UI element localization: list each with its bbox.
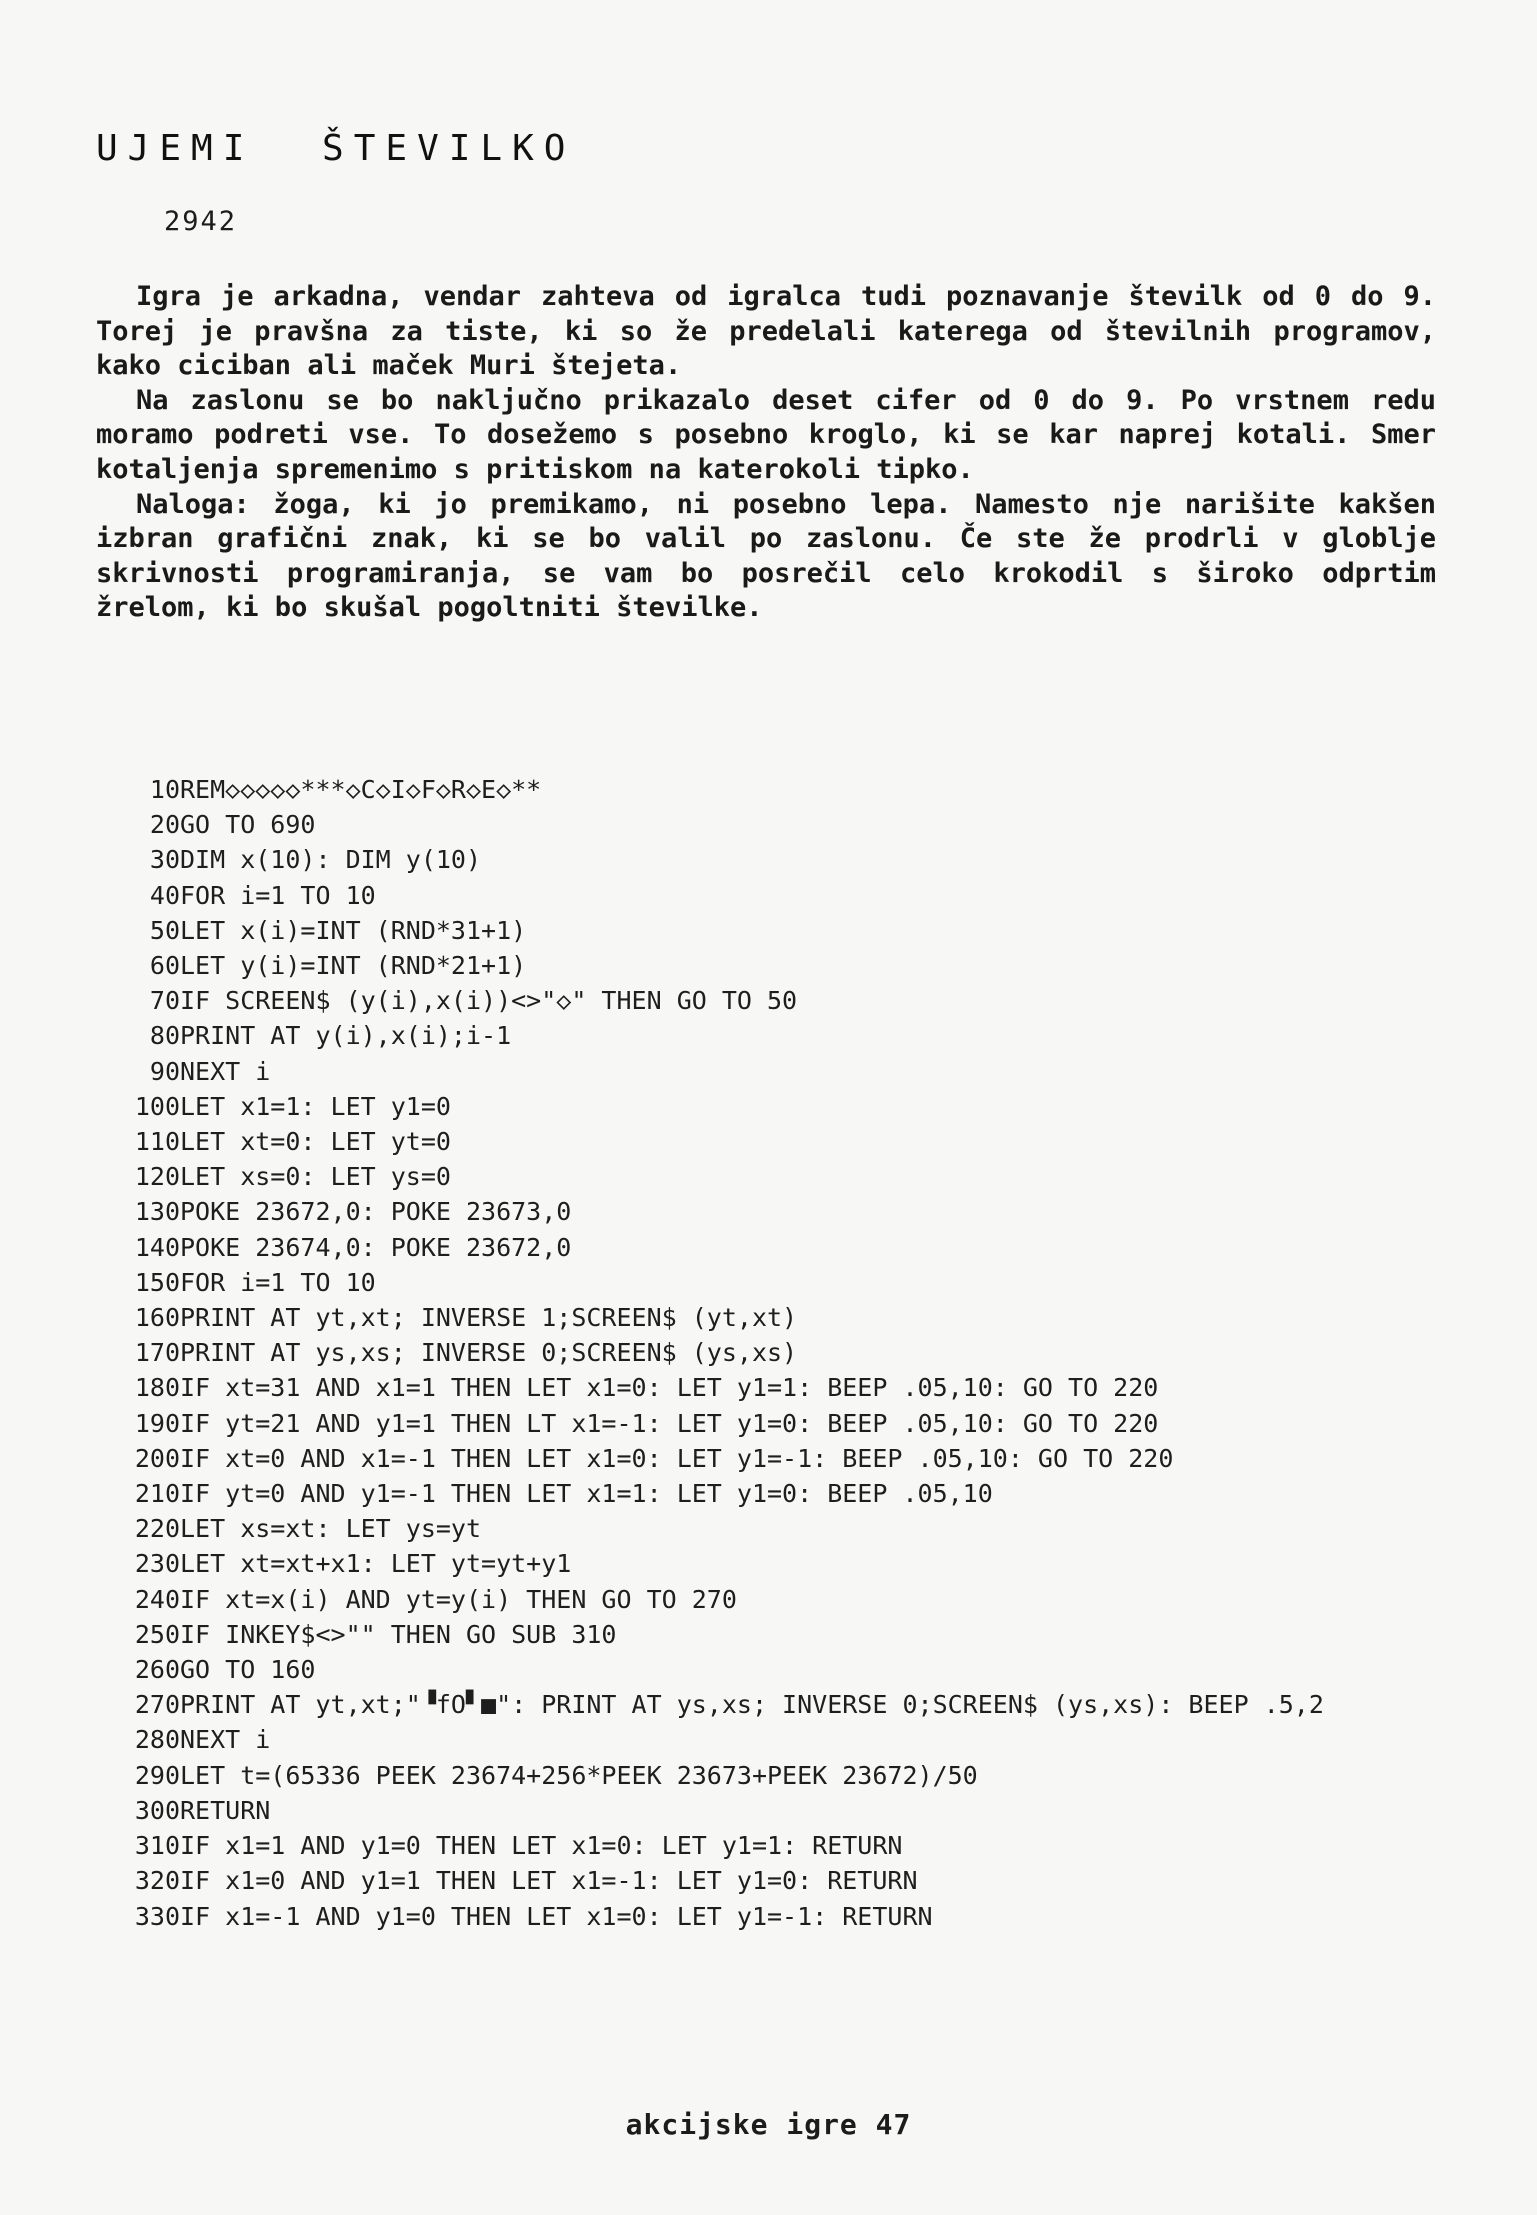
code-line [96, 1511, 1456, 1546]
line-number: 90 [149, 1056, 180, 1086]
page-title: UJEMI ŠTEVILKO [96, 128, 576, 169]
code-line [96, 1899, 1456, 1934]
code-line [96, 1406, 1456, 1441]
code-line [96, 1230, 1456, 1265]
basic-statement: IF INKEY$<>"" THEN GO SUB 310 [180, 1619, 617, 1649]
basic-statement: IF yt=0 AND y1=-1 THEN LET x1=1: LET y1=0: BEEP .05,10 [180, 1479, 993, 1509]
code-line [96, 1300, 1456, 1335]
code-line [96, 1089, 1456, 1124]
basic-statement: IF x1=0 AND y1=1 THEN LET x1=-1: LET y1=0: RETURN [180, 1866, 918, 1896]
code-line [96, 1617, 1456, 1652]
article-text [96, 280, 1436, 626]
line-number: 140 [134, 1232, 180, 1262]
paragraph: Na zaslonu se bo naključno prikazalo deset cifer od 0 do 9. Po vrstnem redu moramo podreti vse. To dosežemo s posebno kroglo, ki se kar naprej kotali. Smer kotaljenja spremenimo s pritiskom na katerokoli tipko. [96, 384, 1436, 485]
basic-statement: IF yt=21 AND y1=1 THEN LT x1=-1: LET y1=0: BEEP .05,10: GO TO 220 [180, 1408, 1159, 1438]
line-number: 10 [149, 775, 180, 804]
code-line [96, 948, 1456, 983]
code-line [96, 1335, 1456, 1370]
basic-statement: PRINT AT yt,xt;"▝fO▘■": PRINT AT ys,xs; INVERSE 0;SCREEN$ (ys,xs): BEEP .5,2 [180, 1690, 1324, 1720]
basic-statement: IF xt=31 AND x1=1 THEN LET x1=0: LET y1=1: BEEP .05,10: GO TO 220 [180, 1373, 1159, 1403]
line-number: 110 [134, 1127, 180, 1157]
line-number: 160 [134, 1303, 180, 1333]
basic-statement: LET y(i)=INT (RND*21+1) [180, 951, 527, 981]
code-line [96, 983, 1456, 1018]
line-number: 270 [134, 1690, 180, 1720]
line-number: 150 [134, 1267, 180, 1297]
basic-statement: IF x1=1 AND y1=0 THEN LET x1=0: LET y1=1: RETURN [180, 1831, 903, 1861]
code-line [96, 842, 1456, 877]
code-line [96, 1018, 1456, 1053]
basic-statement: DIM x(10): DIM y(10) [180, 845, 482, 875]
line-number: 80 [149, 1021, 180, 1051]
code-line [96, 1582, 1456, 1617]
line-number: 60 [149, 951, 180, 981]
line-number: 300 [134, 1795, 180, 1825]
paragraph: Naloga: žoga, ki jo premikamo, ni posebno lepa. Namesto nje narišite kakšen izbran grafični znak, ki se bo valil po zaslonu. Če ste že prodrli v globlje skrivnosti programiranja, se vam bo posrečil celo krokodil s široko odprtim žrelom, ki bo skušal pogoltniti številke. [96, 488, 1436, 624]
basic-statement: LET xs=xt: LET ys=yt [180, 1514, 482, 1544]
line-number: 40 [149, 880, 180, 910]
paragraph: Igra je arkadna, vendar zahteva od igralca tudi poznavanje številk od 0 do 9. Torej je pravšna za tiste, ki so že predelali katerega od številnih programov, kako ciciban ali maček Muri štejeta. [96, 281, 1436, 382]
basic-statement: NEXT i [180, 1725, 271, 1755]
code-line [96, 1722, 1456, 1757]
line-number: 210 [134, 1479, 180, 1509]
line-number: 130 [134, 1197, 180, 1227]
line-number: 290 [134, 1760, 180, 1790]
basic-statement: POKE 23672,0: POKE 23673,0 [180, 1197, 572, 1227]
code-line [96, 1476, 1456, 1511]
basic-statement: PRINT AT yt,xt; INVERSE 1;SCREEN$ (yt,xt) [180, 1303, 798, 1333]
line-number: 320 [134, 1866, 180, 1896]
basic-statement: IF SCREEN$ (y(i),x(i))<>"◇" THEN GO TO 50 [180, 986, 798, 1016]
line-number: 100 [134, 1091, 180, 1121]
code-line [96, 1793, 1456, 1828]
code-line [96, 1370, 1456, 1405]
line-number: 170 [134, 1338, 180, 1368]
basic-statement: IF xt=0 AND x1=-1 THEN LET x1=0: LET y1=-1: BEEP .05,10: GO TO 220 [180, 1443, 1174, 1473]
code-line [96, 1441, 1456, 1476]
code-line [96, 807, 1456, 842]
line-number: 310 [134, 1831, 180, 1861]
basic-statement: RETURN [180, 1795, 271, 1825]
code-line [96, 913, 1456, 948]
code-line [96, 1194, 1456, 1229]
code-line [96, 1687, 1456, 1722]
program-number: 2942 [164, 206, 238, 237]
basic-statement: IF xt=x(i) AND yt=y(i) THEN GO TO 270 [180, 1584, 737, 1614]
line-number: 330 [134, 1901, 180, 1931]
line-number: 120 [134, 1162, 180, 1192]
basic-statement: LET xs=0: LET ys=0 [180, 1162, 451, 1192]
line-number: 180 [134, 1373, 180, 1403]
code-line [96, 1863, 1456, 1898]
basic-statement: FOR i=1 TO 10 [180, 1267, 376, 1297]
basic-statement: FOR i=1 TO 10 [180, 880, 376, 910]
code-line [96, 1828, 1456, 1863]
line-number: 200 [134, 1443, 180, 1473]
line-number: 50 [149, 915, 180, 945]
basic-statement: LET x1=1: LET y1=0 [180, 1091, 451, 1121]
line-number: 220 [134, 1514, 180, 1544]
line-number: 250 [134, 1619, 180, 1649]
basic-statement: POKE 23674,0: POKE 23672,0 [180, 1232, 572, 1262]
basic-statement: LET xt=xt+x1: LET yt=yt+y1 [180, 1549, 572, 1579]
line-number: 280 [134, 1725, 180, 1755]
basic-statement: IF x1=-1 AND y1=0 THEN LET x1=0: LET y1=-1: RETURN [180, 1901, 933, 1931]
page-footer: akcijske igre 47 [625, 2108, 912, 2141]
basic-statement: PRINT AT ys,xs; INVERSE 0;SCREEN$ (ys,xs) [180, 1338, 798, 1368]
code-line [96, 1054, 1456, 1089]
code-line [96, 1758, 1456, 1793]
basic-statement: LET t=(65336 PEEK 23674+256*PEEK 23673+PEEK 23672)/50 [180, 1760, 978, 1790]
basic-statement: LET xt=0: LET yt=0 [180, 1127, 451, 1157]
basic-statement: LET x(i)=INT (RND*31+1) [180, 915, 527, 945]
line-number: 30 [149, 845, 180, 875]
basic-statement: NEXT i [180, 1056, 271, 1086]
code-line [96, 1159, 1456, 1194]
line-number: 190 [134, 1408, 180, 1438]
code-line [96, 1652, 1456, 1687]
basic-statement: GO TO 690 [180, 810, 316, 840]
code-line [96, 772, 1456, 807]
basic-statement: REM◇◇◇◇◇***◇C◇I◇F◇R◇E◇** [180, 775, 542, 804]
line-number: 230 [134, 1549, 180, 1579]
line-number: 240 [134, 1584, 180, 1614]
line-number: 70 [149, 986, 180, 1016]
program-listing [96, 772, 1456, 1934]
code-line [96, 1124, 1456, 1159]
line-number: 20 [149, 810, 180, 840]
code-line [96, 1265, 1456, 1300]
code-line [96, 878, 1456, 913]
basic-statement: GO TO 160 [180, 1655, 316, 1685]
basic-statement: PRINT AT y(i),x(i);i-1 [180, 1021, 512, 1051]
line-number: 260 [134, 1655, 180, 1685]
code-line [96, 1546, 1456, 1581]
